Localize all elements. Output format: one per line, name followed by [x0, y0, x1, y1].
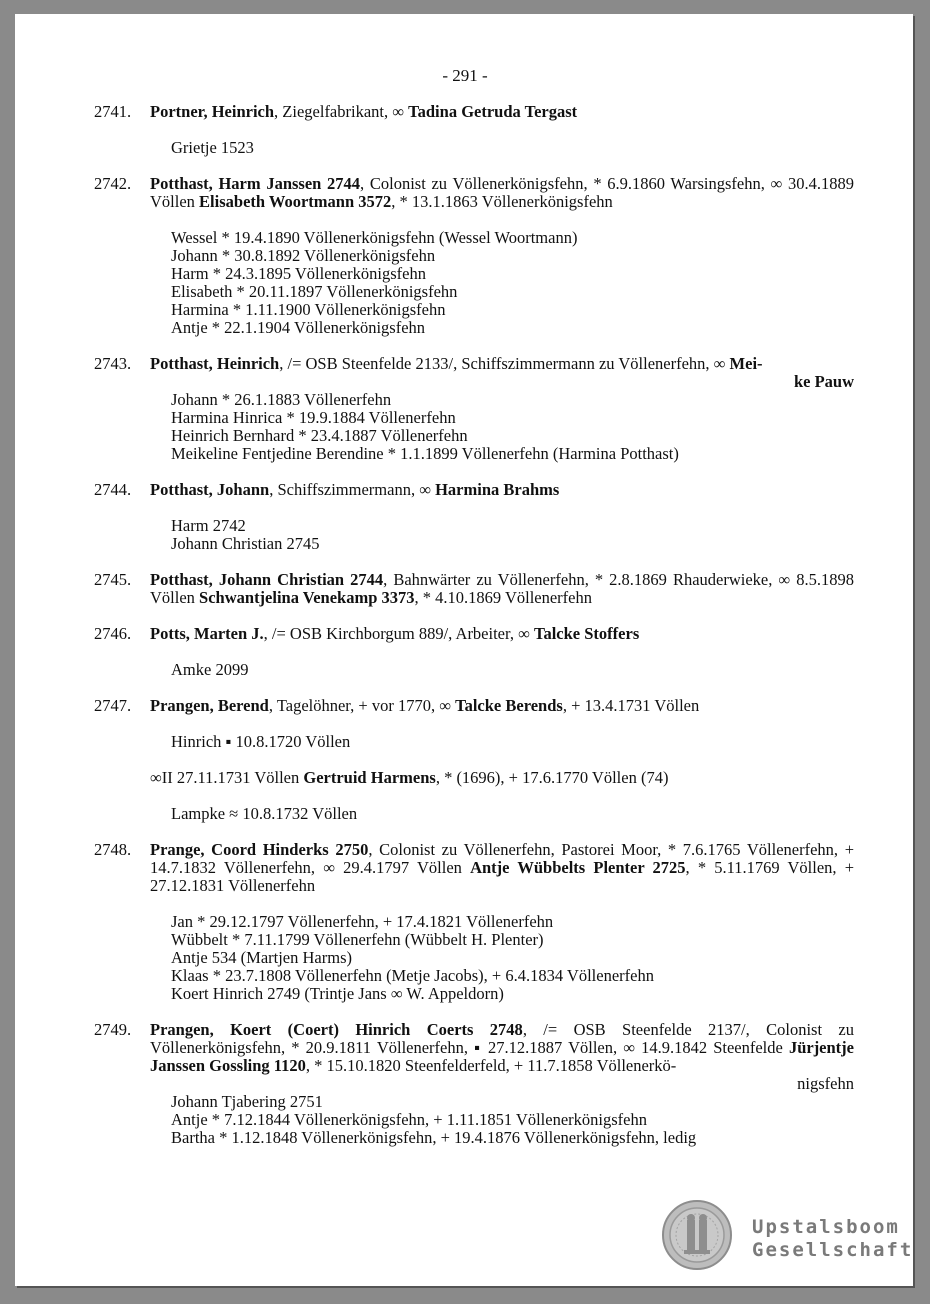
spouse-name: Talcke Stoffers: [533, 624, 640, 643]
child-line: Wessel * 19.4.1890 Völlenerkönigsfehn (Wessel Woortmann): [171, 228, 578, 247]
child-line: Johann * 26.1.1883 Völlenerfehn: [171, 390, 392, 409]
entry-text: , Tagelöhner, + vor 1770, ∞: [268, 696, 456, 715]
children-list: [171, 139, 854, 157]
entry-heading: [150, 697, 854, 715]
child-line: Hinrich ▪ 10.8.1720 Völlen: [171, 732, 351, 751]
person-name: Portner, Heinrich: [150, 102, 275, 121]
entry-2745: [0, 571, 930, 607]
person-name: Prangen, Koert (Coert) Hinrich Coerts 2748: [150, 1020, 523, 1039]
entry-number: 2746.: [94, 624, 132, 643]
entry-2749: [0, 1021, 930, 1147]
entry-2742: [0, 175, 930, 337]
child-line: Lampke ≈ 10.8.1732 Völlen: [171, 804, 358, 823]
child-line: Wübbelt * 7.11.1799 Völlenerfehn (Wübbelt H. Plenter): [171, 930, 544, 949]
seal-icon: [662, 1200, 732, 1270]
entry-number: 2742.: [94, 174, 132, 193]
entry-heading: [150, 481, 854, 499]
spouse-name: Talcke Berends: [455, 696, 563, 715]
person-name: Prange, Coord Hinderks 2750: [150, 840, 369, 859]
entry-text: , * 13.1.1863 Völlenerkönigsfehn: [391, 192, 613, 211]
child-line: Elisabeth * 20.11.1897 Völlenerkönigsfehn: [171, 282, 458, 301]
hyphen-continuation: nigsfehn: [797, 1074, 854, 1093]
child-line: Harm 2742: [171, 516, 246, 535]
spouse-name: Elisabeth Woortmann 3572: [199, 192, 392, 211]
child-line: Johann Tjabering 2751: [171, 1092, 323, 1111]
child-line: Klaas * 23.7.1808 Völlenerfehn (Metje Jacobs), + 6.4.1834 Völlenerfehn: [171, 966, 654, 985]
entry-heading: [150, 571, 854, 607]
child-line: Koert Hinrich 2749 (Trintje Jans ∞ W. Appeldorn): [171, 984, 504, 1003]
children-list: [171, 661, 854, 679]
child-line: Johann Christian 2745: [171, 534, 320, 553]
child-line: Harm * 24.3.1895 Völlenerkönigsfehn: [171, 264, 426, 283]
upstalsboom-logo: [662, 1200, 914, 1272]
entry-text: , * (1696), + 17.6.1770 Völlen (74): [435, 768, 669, 787]
entry-2748: [0, 841, 930, 1003]
person-name: Potthast, Johann: [150, 480, 270, 499]
entry-number: 2743.: [94, 354, 132, 373]
entry-heading: [150, 103, 854, 121]
spouse-name: Harmina Brahms: [435, 480, 560, 499]
child-line: Harmina * 1.11.1900 Völlenerkönigsfehn: [171, 300, 446, 319]
entry-number: 2748.: [94, 840, 132, 859]
entry-text: , * 5.11.1769 Völlen, + 27.12.1831 Völlenerfehn: [150, 858, 855, 895]
children-list: [171, 229, 854, 337]
spouse-name: Antje Wübbelts Plenter 2725: [470, 858, 686, 877]
entry-number: 2749.: [94, 1020, 132, 1039]
entry-number: 2744.: [94, 480, 132, 499]
child-line: Antje 534 (Martjen Harms): [171, 948, 352, 967]
entry-heading: [150, 625, 854, 643]
children-list: [171, 391, 854, 463]
entry-text: , Ziegelfabrikant, ∞: [274, 102, 409, 121]
child-line: Amke 2099: [171, 660, 249, 679]
entry-number: 2745.: [94, 570, 132, 589]
second-marriage: [150, 769, 930, 787]
spouse-name: Schwantjelina Venekamp 3373: [199, 588, 415, 607]
child-line: Meikeline Fentjedine Berendine * 1.1.1899 Völlenerfehn (Harmina Potthast): [171, 444, 679, 463]
child-line: Antje * 22.1.1904 Völlenerkönigsfehn: [171, 318, 426, 337]
person-name: Potthast, Heinrich: [150, 354, 280, 373]
spouse-name: Mei-: [729, 354, 763, 373]
children-list: [171, 1093, 854, 1147]
child-line: Grietje 1523: [171, 138, 254, 157]
child-line: Bartha * 1.12.1848 Völlenerkönigsfehn, + 19.4.1876 Völlenerkönigsfehn, ledig: [171, 1128, 697, 1147]
entry-number: 2741.: [94, 102, 132, 121]
entry-text: , /= OSB Steenfelde 2133/, Schiffszimmermann zu Völlenerfehn, ∞: [279, 354, 730, 373]
entry-2741: [0, 103, 930, 157]
entry-text: ∞II 27.11.1731 Völlen: [150, 768, 304, 787]
spouse-name: Tadina Getruda Tergast: [408, 102, 578, 121]
entry-number: 2747.: [94, 696, 132, 715]
person-name: Potthast, Johann Christian 2744: [150, 570, 384, 589]
spouse-name: Jürjentje Janssen Gossling 1120: [150, 1038, 854, 1075]
entry-2746: [0, 625, 930, 679]
entry-text: , Colonist zu Völlenerfehn, Pastorei Moor, * 7.6.1765 Völlenerfehn, + 14.7.1832 Völlenerfehn, ∞ 29.4.1797 Völlen: [150, 840, 854, 877]
entry-heading: [150, 1021, 854, 1093]
page-number: - 291 -: [442, 66, 488, 85]
entry-heading: [150, 355, 854, 391]
entry-text: , Colonist zu Völlenerkönigsfehn, * 6.9.1860 Warsingsfehn, ∞ 30.4.1889 Völlen: [150, 174, 854, 211]
children-list-second: [171, 805, 854, 823]
children-list: [171, 913, 854, 1003]
child-line: Antje * 7.12.1844 Völlenerkönigsfehn, + 1.11.1851 Völlenerkönigsfehn: [171, 1110, 647, 1129]
entry-2743: [0, 355, 930, 463]
spouse-name: Gertruid Harmens: [303, 768, 436, 787]
entry-heading: [150, 841, 854, 895]
entry-text: , * 4.10.1869 Völlenerfehn: [414, 588, 592, 607]
logo-text: [752, 1216, 913, 1262]
children-list: [171, 733, 854, 751]
entry-heading: [150, 175, 854, 211]
child-line: Jan * 29.12.1797 Völlenerfehn, + 17.4.1821 Völlenerfehn: [171, 912, 554, 931]
entry-text: , * 15.10.1820 Steenfelderfeld, + 11.7.1858 Völlenerkö-: [305, 1056, 677, 1075]
logo-line-2: Gesellschaft: [752, 1239, 914, 1261]
child-line: Heinrich Bernhard * 23.4.1887 Völlenerfehn: [171, 426, 468, 445]
children-list: [171, 517, 854, 553]
entry-text: , /= OSB Kirchborgum 889/, Arbeiter, ∞: [263, 624, 534, 643]
entry-text: , /= OSB Steenfelde 2137/, Colonist zu Völlenerkönigsfehn, * 20.9.1811 Völlenerfehn, ▪ 27.12.1887 Völlen, ∞ 14.9.1842 Steenfelde: [150, 1020, 854, 1057]
entry-list: [0, 103, 930, 1147]
entry-2744: [0, 481, 930, 553]
logo-line-1: Upstalsboom: [752, 1216, 900, 1238]
entry-text: , + 13.4.1731 Völlen: [562, 696, 700, 715]
entry-text: , Bahnwärter zu Völlenerfehn, * 2.8.1869 Rhauderwieke, ∞ 8.5.1898 Völlen: [150, 570, 854, 607]
child-line: Johann * 30.8.1892 Völlenerkönigsfehn: [171, 246, 436, 265]
entry-text: , Schiffszimmermann, ∞: [269, 480, 436, 499]
spouse-name-cont: ke Pauw: [793, 372, 854, 391]
person-name: Prangen, Berend: [150, 696, 269, 715]
person-name: Potts, Marten J.: [150, 624, 264, 643]
person-name: Potthast, Harm Janssen 2744: [150, 174, 361, 193]
child-line: Harmina Hinrica * 19.9.1884 Völlenerfehn: [171, 408, 456, 427]
entry-2747: [0, 697, 930, 823]
